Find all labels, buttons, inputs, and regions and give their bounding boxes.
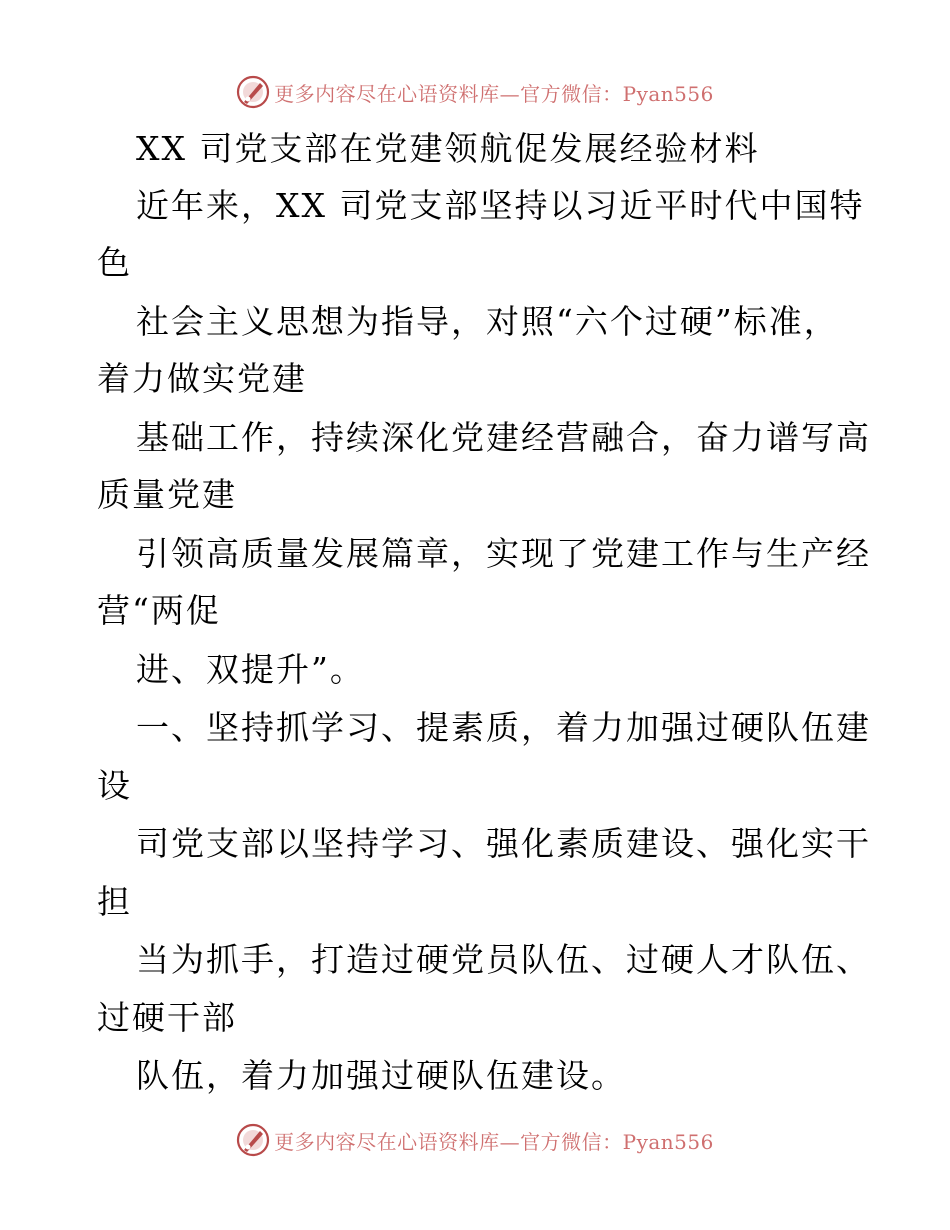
paragraph-line: 队伍，着力加强过硬队伍建设。 — [136, 1056, 626, 1095]
paragraph-line: 质量党建 — [97, 475, 237, 514]
paragraph-line: 进、双提升”。 — [136, 650, 365, 689]
paragraph-line: 近年来，XX 司党支部坚持以习近平时代中国特 — [136, 186, 865, 225]
document-title: XX 司党支部在党建领航促发展经验材料 — [136, 129, 760, 168]
paragraph-line: 当为抓手，打造过硬党员队伍、过硬人才队伍、 — [136, 940, 871, 979]
footer-banner — [0, 1120, 950, 1160]
section-heading-continued: 设 — [97, 766, 132, 805]
paragraph-line: 社会主义思想为指导，对照“六个过硬”标准， — [136, 302, 839, 341]
paragraph-line: 担 — [97, 882, 132, 921]
paragraph-line: 色 — [97, 243, 132, 282]
paragraph-line: 司党支部以坚持学习、强化素质建设、强化实干 — [136, 824, 871, 863]
pen-seal-icon — [236, 1123, 270, 1157]
header-banner-text: 更多内容尽在心语资料库—官方微信：Pyan556 — [274, 81, 714, 106]
paragraph-line: 基础工作，持续深化党建经营融合，奋力谱写高 — [136, 418, 871, 457]
paragraph-line: 着力做实党建 — [97, 359, 307, 398]
section-heading: 一、坚持抓学习、提素质，着力加强过硬队伍建 — [136, 708, 871, 747]
paragraph-line: 过硬干部 — [97, 998, 237, 1037]
paragraph-line: 营“两促 — [97, 591, 221, 630]
paragraph-line: 引领高质量发展篇章，实现了党建工作与生产经 — [136, 534, 871, 573]
footer-banner-text: 更多内容尽在心语资料库—官方微信：Pyan556 — [274, 1129, 714, 1154]
